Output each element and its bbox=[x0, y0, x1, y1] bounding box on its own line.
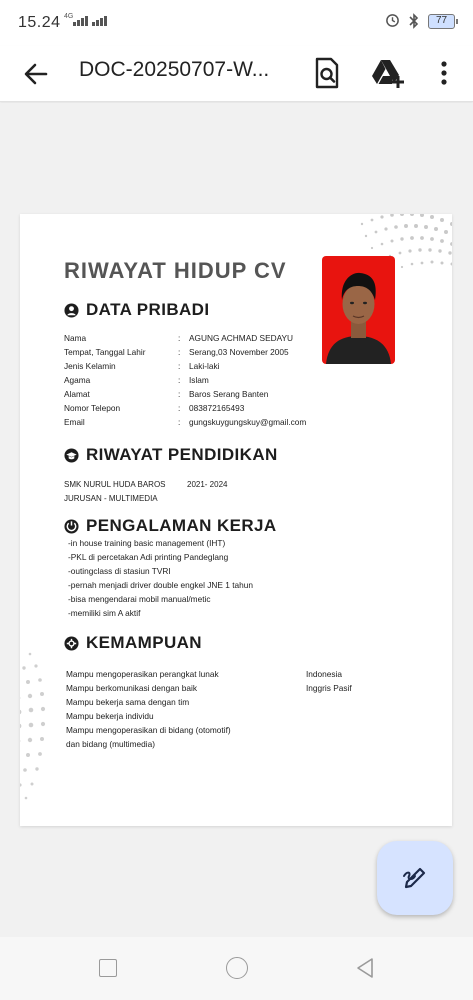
language-item: Indonesia bbox=[306, 669, 342, 679]
personal-row bbox=[64, 375, 209, 385]
experience-item: -bisa mengendarai mobil manual/metic bbox=[68, 594, 211, 604]
home-button[interactable] bbox=[226, 957, 248, 979]
personal-value: Baros Serang Banten bbox=[189, 389, 269, 399]
recent-apps-button[interactable] bbox=[99, 959, 117, 977]
personal-label: Agama bbox=[64, 375, 91, 385]
signal-icon bbox=[73, 16, 107, 26]
section-header-experience bbox=[64, 516, 277, 536]
section-header-skills bbox=[64, 633, 202, 653]
experience-item: -in house training basic management (IHT) bbox=[68, 538, 226, 548]
personal-label: Alamat bbox=[64, 389, 90, 399]
section-header-education bbox=[64, 445, 278, 465]
education-major: JURUSAN - MULTIMEDIA bbox=[64, 494, 158, 503]
colon: : bbox=[178, 361, 181, 371]
skill-item: Mampu mengoperasikan di bidang (otomotif) bbox=[66, 725, 231, 735]
skill-item: Mampu bekerja individu bbox=[66, 711, 154, 721]
status-time: 15.24 bbox=[18, 14, 61, 31]
personal-row bbox=[64, 333, 293, 343]
section-header-personal bbox=[64, 300, 209, 320]
navigation-bar bbox=[0, 937, 473, 1000]
alarm-icon bbox=[384, 13, 400, 29]
status-right bbox=[384, 13, 455, 29]
personal-row bbox=[64, 389, 268, 399]
graduation-cap-icon bbox=[64, 448, 79, 463]
personal-label: Tempat, Tanggal Lahir bbox=[64, 347, 146, 357]
education-school: SMK NURUL HUDA BAROS bbox=[64, 480, 166, 489]
more-options-button[interactable] bbox=[430, 56, 458, 90]
battery-icon: 77 bbox=[428, 14, 455, 29]
skill-item: dan bidang (multimedia) bbox=[66, 739, 156, 749]
personal-value: Laki-laki bbox=[189, 361, 220, 371]
colon: : bbox=[178, 333, 181, 343]
document-search-icon bbox=[311, 56, 343, 90]
colon: : bbox=[178, 389, 181, 399]
personal-value: Islam bbox=[189, 375, 209, 385]
personal-value: AGUNG ACHMAD SEDAYU bbox=[189, 333, 294, 343]
personal-value: 083872165493 bbox=[189, 403, 245, 413]
drive-add-icon bbox=[370, 56, 406, 90]
add-to-drive-button[interactable] bbox=[370, 56, 406, 90]
edit-pen-icon bbox=[401, 864, 429, 892]
personal-label: Email bbox=[64, 417, 85, 427]
decorative-dot-pattern bbox=[20, 634, 70, 824]
personal-row bbox=[64, 417, 306, 427]
nav-back-icon[interactable] bbox=[355, 957, 375, 979]
experience-item: -PKL di percetakan Adi printing Pandeglang bbox=[68, 552, 229, 562]
skill-item: Mampu bekerja sama dengan tim bbox=[66, 697, 190, 707]
section-title: DATA PRIBADI bbox=[86, 300, 210, 319]
experience-item: -memiliki sim A aktif bbox=[68, 608, 141, 618]
cv-title: RIWAYAT HIDUP CV bbox=[64, 258, 287, 283]
skills-icon bbox=[64, 636, 79, 651]
section-title: KEMAMPUAN bbox=[86, 633, 202, 652]
colon: : bbox=[178, 403, 181, 413]
personal-row bbox=[64, 347, 289, 357]
section-title: PENGALAMAN KERJA bbox=[86, 516, 277, 535]
personal-label: Jenis Kelamin bbox=[64, 361, 116, 371]
cv-page bbox=[20, 214, 452, 826]
back-button[interactable] bbox=[20, 58, 52, 90]
app-bar bbox=[0, 46, 473, 102]
colon: : bbox=[178, 417, 181, 427]
experience-item: -pernah menjadi driver double engkel JNE 1 tahun bbox=[68, 580, 253, 590]
status-bar bbox=[0, 0, 473, 46]
colon: : bbox=[178, 375, 181, 385]
bluetooth-icon bbox=[406, 13, 422, 29]
edit-button[interactable] bbox=[377, 841, 453, 915]
education-years: 2021- 2024 bbox=[187, 480, 228, 489]
search-document-button[interactable] bbox=[311, 56, 343, 90]
experience-item: -outingclass di stasiun TVRI bbox=[68, 566, 171, 576]
person-icon bbox=[64, 303, 79, 318]
colon: : bbox=[178, 347, 181, 357]
language-item: Inggris Pasif bbox=[306, 683, 352, 693]
document-title: DOC-20250707-W... bbox=[79, 58, 270, 81]
personal-label: Nama bbox=[64, 333, 87, 343]
personal-value: gungskuygungskuy@gmail.com bbox=[189, 417, 307, 427]
more-vert-icon bbox=[430, 56, 458, 90]
personal-row bbox=[64, 361, 219, 371]
personal-label: Nomor Telepon bbox=[64, 403, 121, 413]
experience-icon bbox=[64, 519, 79, 534]
profile-photo bbox=[322, 256, 395, 364]
personal-row bbox=[64, 403, 244, 413]
arrow-left-icon bbox=[20, 58, 52, 90]
personal-value: Serang,03 November 2005 bbox=[189, 347, 289, 357]
network-type: 4G bbox=[64, 13, 74, 20]
skill-item: Mampu berkomunikasi dengan baik bbox=[66, 683, 197, 693]
skill-item: Mampu mengoperasikan perangkat lunak bbox=[66, 669, 219, 679]
section-title: RIWAYAT PENDIDIKAN bbox=[86, 445, 278, 464]
